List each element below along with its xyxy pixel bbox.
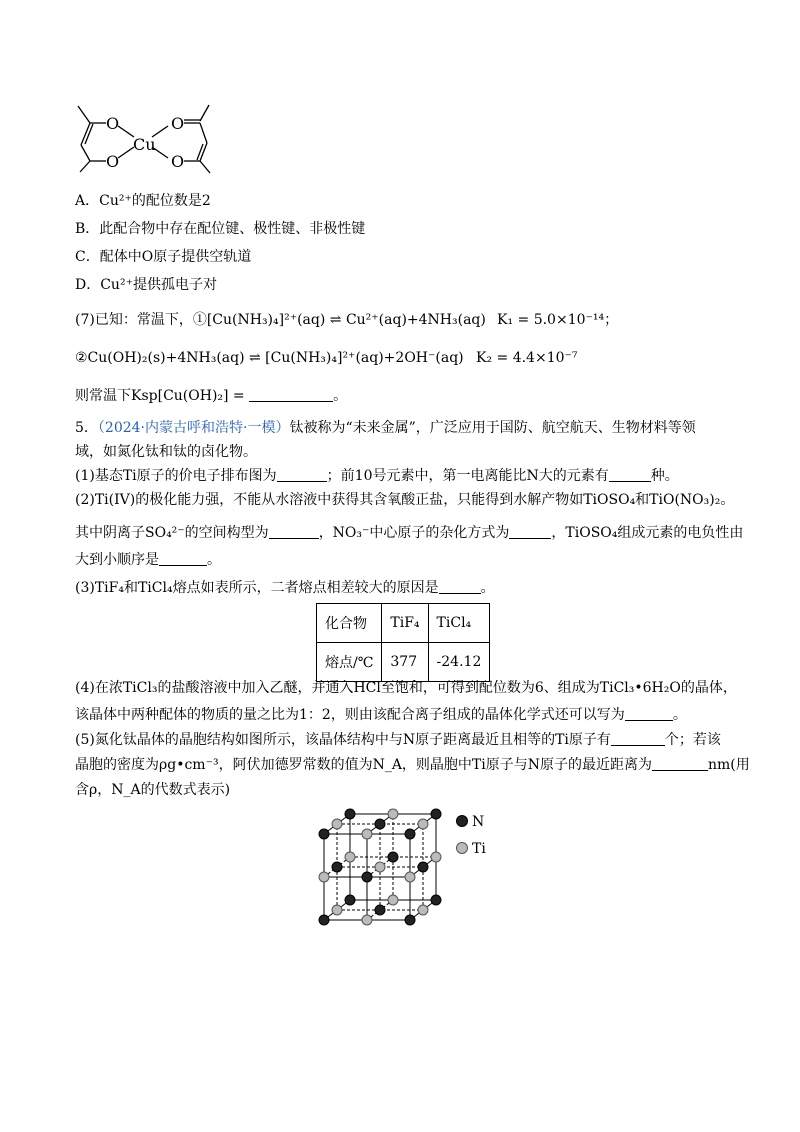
- table-header-cell: TiF₄: [382, 604, 428, 643]
- ti-atom: [332, 905, 342, 915]
- answer-blank[interactable]: [625, 706, 673, 721]
- o-atom-label: O: [171, 114, 185, 133]
- n-atom: [345, 809, 355, 819]
- answer-blank[interactable]: [249, 387, 333, 402]
- q7-ksp-question: [75, 387, 347, 405]
- ti-atom: [345, 852, 355, 862]
- n-atom: [431, 809, 441, 819]
- part3-text: (3)TiF₄和TiCl₄熔点如表所示，二者熔点相差较大的原因是: [75, 580, 439, 596]
- q5-part5: [75, 731, 721, 749]
- ti-atom: [362, 829, 372, 839]
- part5-text: nm(用: [708, 757, 750, 773]
- melting-point-table: [316, 603, 490, 682]
- n-atom: [431, 895, 441, 905]
- table-cell: 377: [382, 643, 428, 682]
- part3-text: 。: [480, 580, 495, 596]
- n-atom: [319, 915, 329, 925]
- n-atom: [405, 829, 415, 839]
- n-atom: [418, 862, 428, 872]
- part4-text: 该晶体中两种配体的物质的量之比为1：2，则由该配合离子组成的晶体化学式还可以写为: [75, 707, 625, 723]
- q7-k1: K₁ = 5.0×10⁻¹⁴；: [497, 312, 619, 328]
- part2-text: 。: [207, 552, 221, 568]
- table-header-cell: TiCl₄: [428, 604, 490, 643]
- table-row: [317, 604, 490, 643]
- table-row: [317, 643, 490, 682]
- n-atom: [375, 905, 385, 915]
- legend-ti: Ti: [472, 841, 486, 857]
- answer-blank[interactable]: [509, 524, 551, 539]
- ti-atom: [418, 905, 428, 915]
- q7-equation-1: (7)已知：常温下，①[Cu(NH₃)₄]²⁺(aq) ⇌ Cu²⁺(aq)+4NH₃(aq): [75, 312, 486, 328]
- cu-acac-structure: [72, 97, 232, 177]
- n-atom: [405, 915, 415, 925]
- question-source: （2024·内蒙古呼和浩特·一模）: [97, 420, 290, 436]
- part1-text: 种。: [650, 468, 679, 484]
- n-atom: [319, 829, 329, 839]
- o-atom-label: O: [106, 114, 120, 133]
- part5-text: 晶胞的密度为ρg•cm⁻³，阿伏加德罗常数的值为N_A，则晶胞中Ti原子与N原子的最近距离为: [75, 757, 652, 773]
- n-atom: [388, 852, 398, 862]
- q5-part4-cont: [75, 706, 687, 724]
- ti-atom: [418, 819, 428, 829]
- ti-atom: [431, 852, 441, 862]
- ti-atom: [405, 872, 415, 882]
- part1-text: ；前10号元素中，第一电离能比N大的元素有: [326, 468, 609, 484]
- n-atom: [375, 819, 385, 829]
- q5-part2-cont: [75, 524, 743, 542]
- table-header-cell: 化合物: [317, 604, 382, 643]
- ti-atom: [388, 895, 398, 905]
- ti-atom: [375, 862, 385, 872]
- n-atom: [362, 872, 372, 882]
- q5-part2: (2)Ti(IV)的极化能力强，不能从水溶液中获得其含氧酸正盐，只能得到水解产物如TiOSO₄和TiO(NO₃)₂。: [75, 492, 735, 508]
- o-atom-label: O: [171, 152, 185, 171]
- ti-atom-icon: [457, 843, 468, 854]
- part2-text: 大到小顺序是: [75, 552, 159, 568]
- q5-part3: [75, 579, 495, 597]
- ti-atom: [332, 819, 342, 829]
- q5-intro-cont: 域，如氮化钛和钛的卤化物。: [75, 444, 257, 460]
- q7-equation-2: ②Cu(OH)₂(s)+4NH₃(aq) ⇌ [Cu(NH₃)₄]²⁺(aq)+2OH⁻(aq): [75, 350, 464, 366]
- o-atom-label: O: [106, 152, 120, 171]
- answer-blank[interactable]: [269, 524, 319, 539]
- answer-blank[interactable]: [611, 731, 665, 746]
- answer-blank[interactable]: [277, 467, 327, 482]
- option-a: A．Cu²⁺的配位数是2: [75, 193, 211, 209]
- q5-part2-end: [75, 551, 221, 569]
- tin-unit-cell-diagram: [312, 805, 502, 930]
- n-atom: [345, 895, 355, 905]
- period: 。: [333, 388, 348, 404]
- part2-text: 其中阴离子SO₄²⁻的空间构型为: [75, 525, 269, 541]
- n-atom-icon: [457, 816, 468, 827]
- question-number: 5．: [75, 420, 98, 436]
- part5-text: (5)氮化钛晶体的晶胞结构如图所示，该晶体结构中与N原子距离最近且相等的Ti原子有: [75, 732, 611, 748]
- cu-atom-label: Cu: [133, 135, 156, 154]
- q5-part4: (4)在浓TiCl₃的盐酸溶液中加入乙醚，并通入HCl至饱和，可得到配位数为6、组成为TiCl₃•6H₂O的晶体，: [75, 680, 737, 696]
- table-cell: -24.12: [428, 643, 490, 682]
- q5-part5-cont: [75, 756, 750, 774]
- option-d: D．Cu²⁺提供孤电子对: [75, 277, 217, 293]
- table-cell: 熔点/℃: [317, 643, 382, 682]
- q5-intro: 钛被称为“未来金属”，广泛应用于国防、航空航天、生物材料等领: [289, 420, 696, 436]
- option-b: B．此配合物中存在配位键、极性键、非极性键: [75, 221, 366, 237]
- q5-part5-end: 含ρ，N_A的代数式表示): [75, 782, 231, 798]
- part2-text: ，NO₃⁻中心原子的杂化方式为: [318, 525, 510, 541]
- ti-atom: [362, 915, 372, 925]
- part2-text: ，TiOSO₄组成元素的电负性由: [551, 525, 744, 541]
- n-atom: [332, 862, 342, 872]
- part4-text: 。: [672, 707, 687, 723]
- answer-blank[interactable]: [609, 467, 651, 482]
- answer-blank[interactable]: [652, 756, 708, 771]
- ti-atom: [388, 809, 398, 819]
- q7-ksp-text: 则常温下Ksp[Cu(OH)₂] =: [75, 388, 245, 404]
- q5-header: [75, 419, 696, 437]
- part5-text: 个；若该: [664, 732, 721, 748]
- answer-blank[interactable]: [439, 579, 481, 594]
- q5-part1: [75, 467, 679, 485]
- answer-blank[interactable]: [159, 551, 207, 566]
- part1-text: (1)基态Ti原子的价电子排布图为: [75, 468, 277, 484]
- legend-n: N: [472, 814, 485, 830]
- ti-atom: [319, 872, 329, 882]
- q7-k2: K₂ = 4.4×10⁻⁷: [476, 350, 578, 366]
- option-c: C．配体中O原子提供空轨道: [75, 249, 252, 265]
